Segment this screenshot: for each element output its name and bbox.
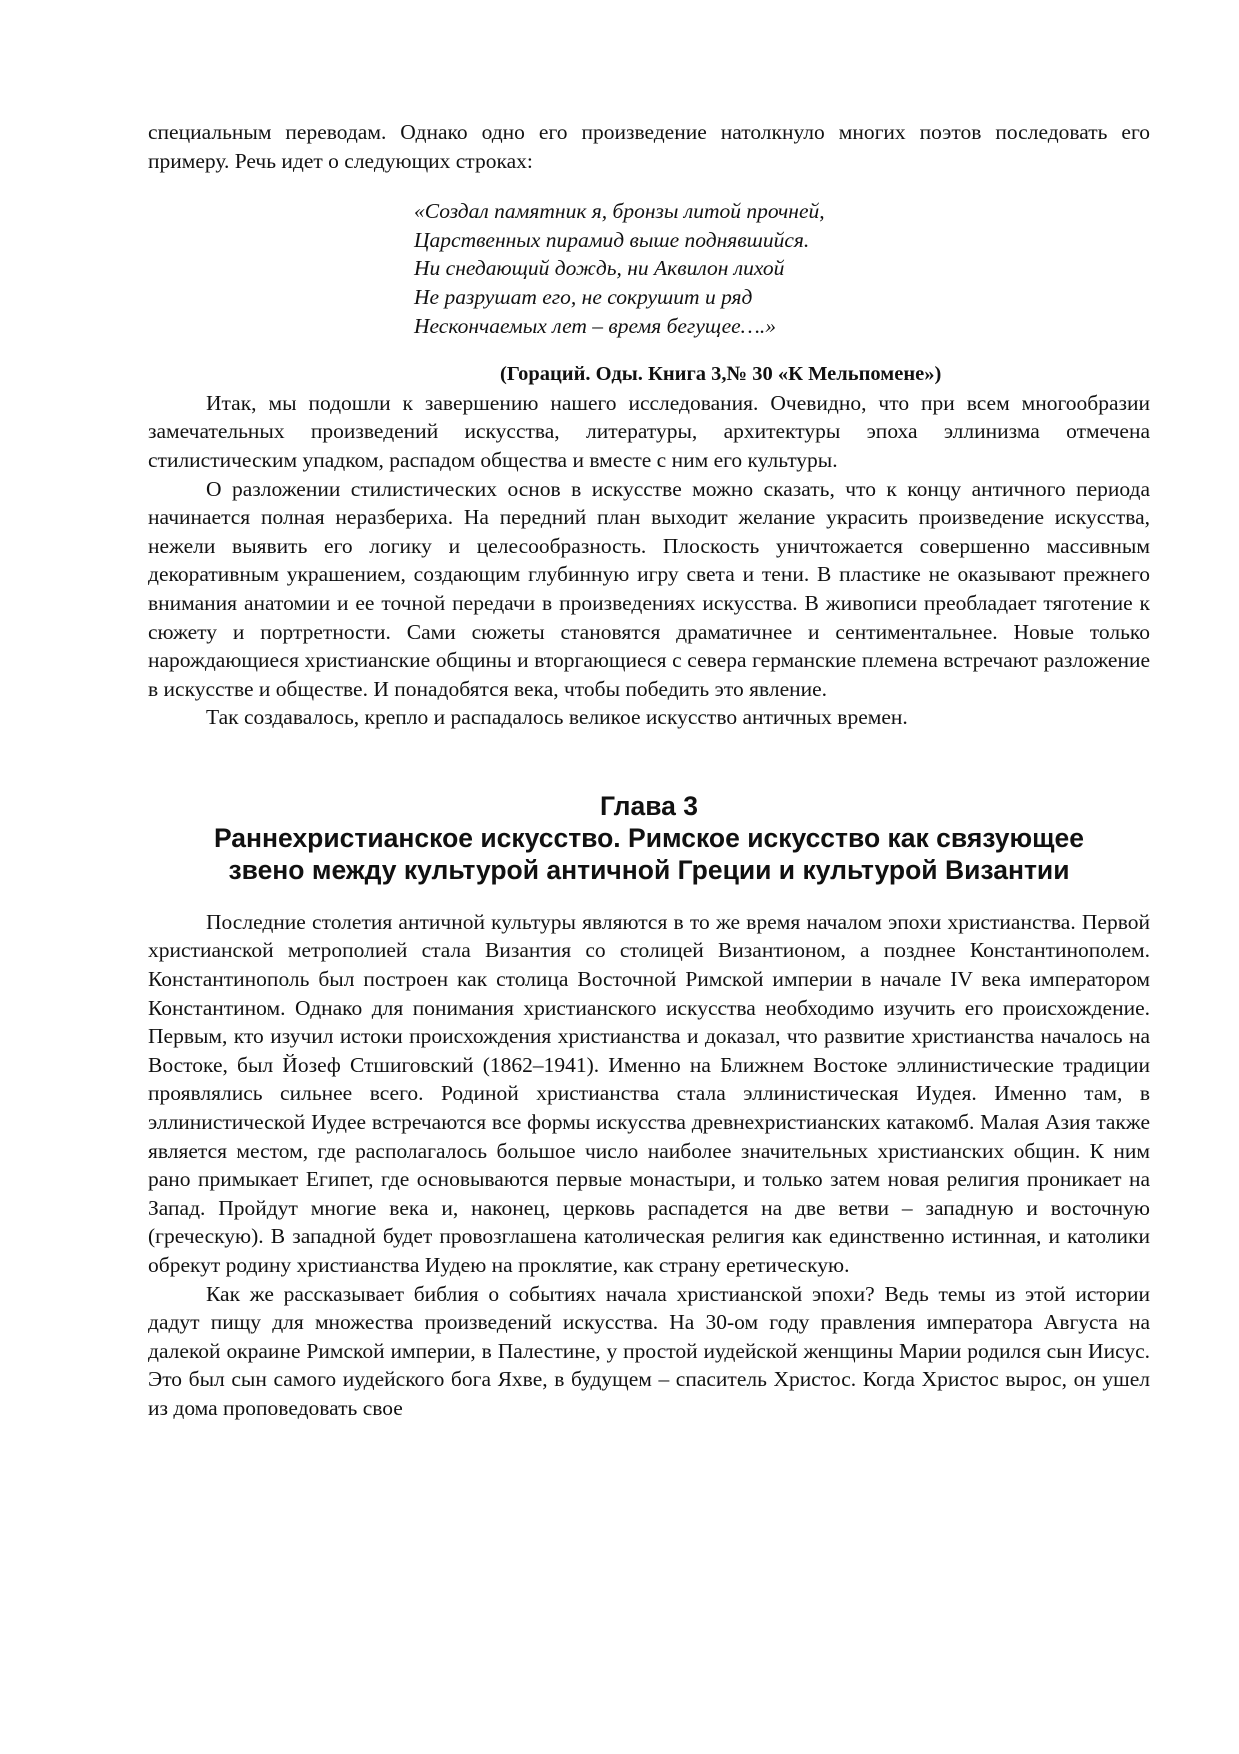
- chapter-number: Глава 3: [599, 790, 699, 821]
- body-paragraph: Итак, мы подошли к завершению нашего исследования. Очевидно, что при всем многообразии замечательных произведений искусства, литературы, архитектуры эпоха эллинизма отмечена стилистическим упадком, распадом общества и вместе с ним его культуры.: [148, 390, 1150, 472]
- chapter-title-line: Раннехристианское искусство. Римское искусство как связующее: [213, 822, 1084, 853]
- chapter-heading: [148, 790, 1150, 886]
- document-page: [148, 118, 1150, 1423]
- poem-line: Не разрушат его, не сокрушит и ряд: [414, 284, 753, 309]
- poem-line: Царственных пирамид выше поднявшийся.: [414, 227, 810, 252]
- body-paragraph: Последние столетия античной культуры являются в то же время началом эпохи христианства. Первой христианской метрополией стала Византия со столицей Византионом, а позднее Константинополем. Константинополь был построен как столица Восточной Римской империи в начале IV века императором Константином. Однако для понимания христианского искусства необходимо изучить его происхождение. Первым, кто изучил истоки происхождения христианства и доказал, что развитие христианства началось на Востоке, был Йозеф Стшиговский (1862–1941). Именно на Ближнем Востоке эллинистические традиции проявлялись сильнее всего. Родиной христианства стала эллинистическая Иудея. Именно там, в эллинистической Иудее встречаются все формы искусства древнехристианских катакомб. Малая Азия также является местом, где располагалось большое число наиболее значительных христианских общин. К ним рано примыкает Египет, где основываются первые монастыри, и только затем новая религия проникает на Запад. Пройдут многие века и, наконец, церковь распадется на две ветви – западную и восточную (греческую). В западной будет провозглашена католическая религия как единственно истинная, и католики обрекут родину христианства Иудею на проклятие, как страну еретическую.: [148, 909, 1150, 1277]
- body-paragraph: Так создавалось, крепло и распадалось великое искусство античных времен.: [206, 705, 908, 730]
- poem-attribution: (Гораций. Оды. Книга 3,№ 30 «К Мельпомене»): [500, 363, 942, 386]
- body-paragraph: Как же рассказывает библия о событиях начала христианской эпохи? Ведь темы из этой истории дадут пищу для множества произведений искусства. На 30-ом году правления императора Августа на далекой окраине Римской империи, в Палестине, у простой иудейской женщины Марии родился сын Иисус. Это был сын самого иудейского бога Яхве, в будущем – спаситель Христос. Когда Христос вырос, он ушел из дома проповедовать свое: [148, 1281, 1150, 1420]
- poem-line: Ни снедающий дождь, ни Аквилон лихой: [414, 256, 785, 281]
- chapter-title-line: звено между культурой античной Греции и культурой Византии: [228, 854, 1070, 885]
- body-paragraph: О разложении стилистических основ в искусстве можно сказать, что к концу античного периода начинается полная неразбериха. На передний план выходит желание украсить произведение искусства, нежели выявить его логику и целесообразность. Плоскость уничтожается совершенно массивным декоративным украшением, создающим глубинную игру света и тени. В пластике не оказывают прежнего внимания анатомии и ее точной передачи в произведениях искусства. В живописи преобладает тяготение к сюжету и портретности. Сами сюжеты становятся драматичнее и сентиментальнее. Новые только нарождающиеся христианские общины и вторгающиеся с севера германские племена встречают разложение в искусстве и обществе. И понадобятся века, чтобы победить это явление.: [148, 476, 1150, 701]
- intro-paragraph: специальным переводам. Однако одно его произведение натолкнуло многих поэтов последовать его примеру. Речь идет о следующих строках:: [148, 120, 1150, 173]
- poem-line: Нескончаемых лет – время бегущее….»: [414, 313, 776, 338]
- poem-quote: [414, 197, 1150, 340]
- poem-line: «Создал памятник я, бронзы литой прочней,: [414, 199, 825, 224]
